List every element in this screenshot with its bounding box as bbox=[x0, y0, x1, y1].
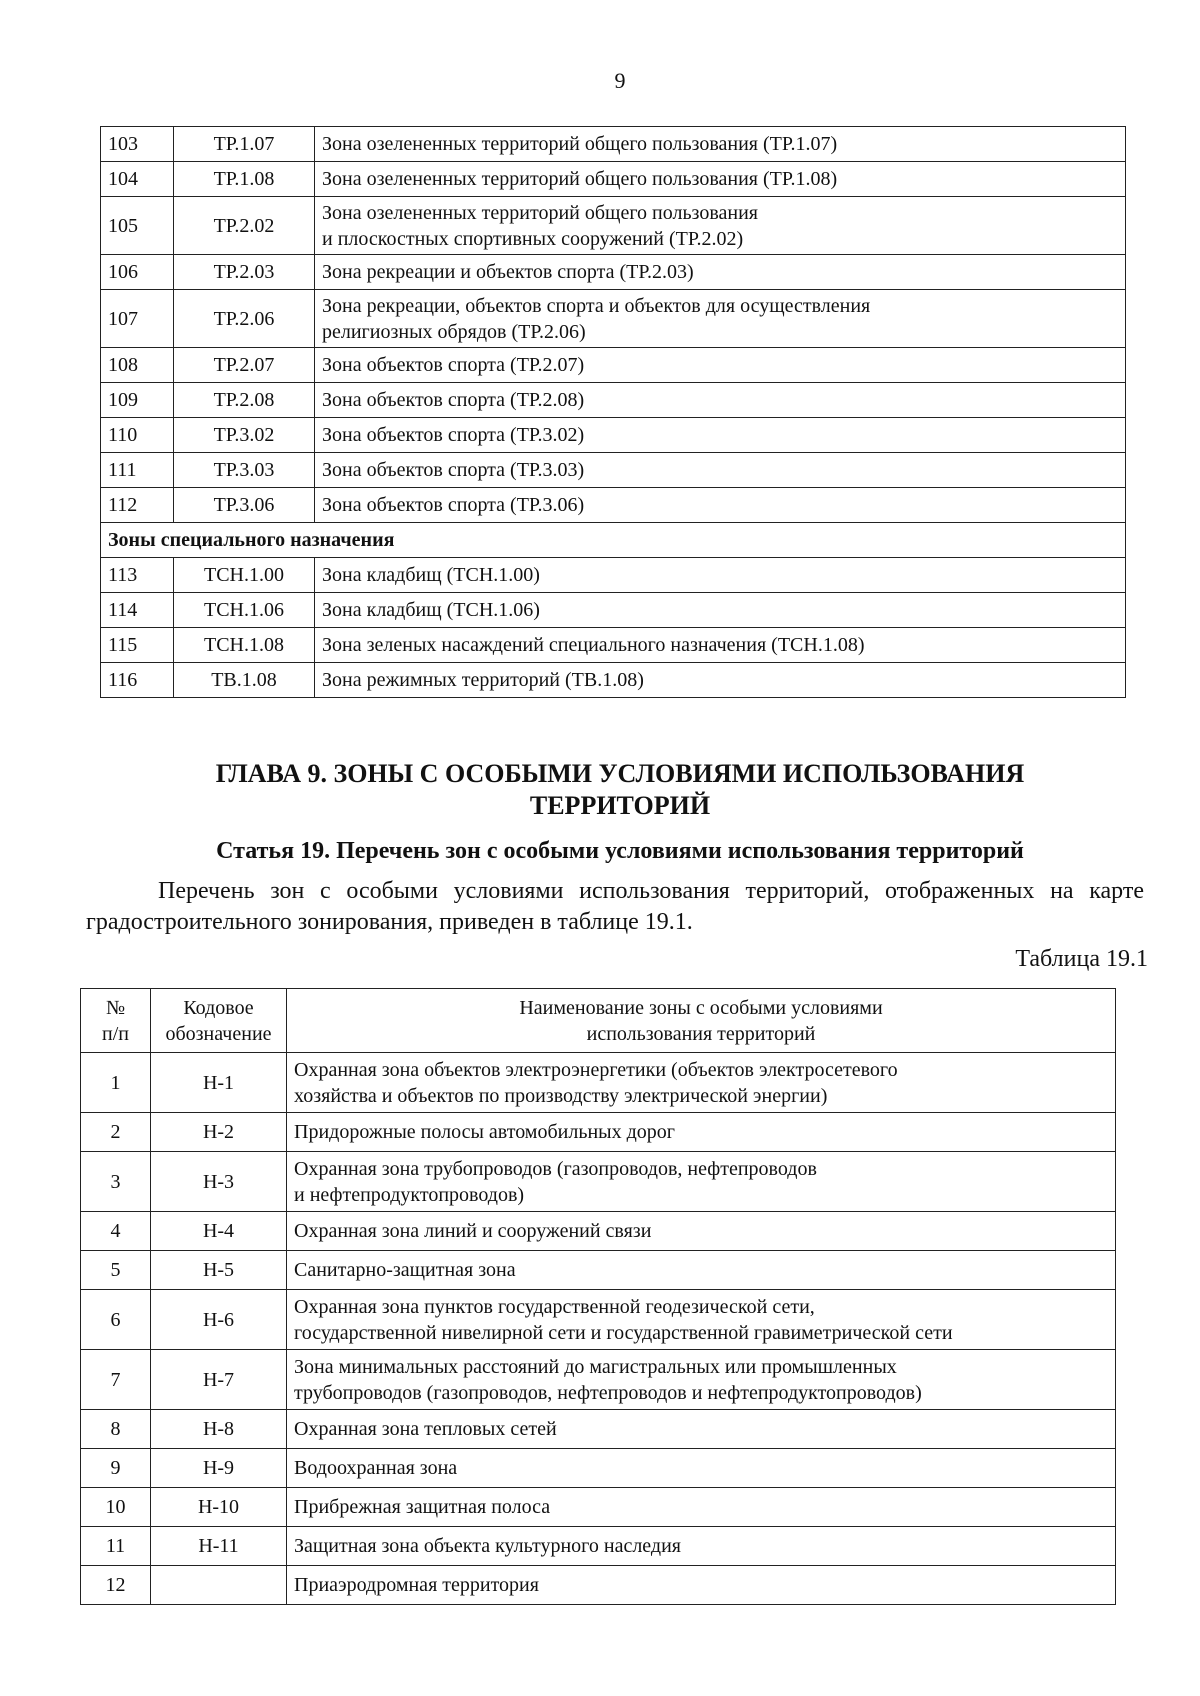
row-number: 11 bbox=[81, 1527, 151, 1566]
section-label: Зоны специального назначения bbox=[101, 523, 1126, 558]
zone-name: Зона объектов спорта (ТР.2.08) bbox=[315, 383, 1126, 418]
table-row bbox=[81, 1152, 1116, 1212]
row-number: 7 bbox=[81, 1350, 151, 1410]
zone-name: Зона объектов спорта (ТР.3.06) bbox=[315, 488, 1126, 523]
special-zones-table bbox=[80, 988, 1116, 1605]
table-row bbox=[81, 1212, 1116, 1251]
zone-code: ТСН.1.00 bbox=[174, 558, 315, 593]
zone-name: Зона режимных территорий (ТВ.1.08) bbox=[315, 663, 1126, 698]
zone-name: Охранная зона тепловых сетей bbox=[287, 1410, 1116, 1449]
row-number: 8 bbox=[81, 1410, 151, 1449]
intro-paragraph: Перечень зон с особыми условиями использования территорий, отображенных на карте градостроительного зонирования, приведен в таблице 19.1. bbox=[86, 878, 1144, 935]
row-number: 10 bbox=[81, 1488, 151, 1527]
table-row bbox=[81, 1113, 1116, 1152]
row-number: 115 bbox=[101, 628, 174, 663]
zone-name: Зона озелененных территорий общего пользования (ТР.1.08) bbox=[315, 162, 1126, 197]
table-row bbox=[101, 197, 1126, 255]
zone-code: ТР.3.03 bbox=[174, 453, 315, 488]
zone-name: Охранная зона трубопроводов (газопроводов, нефтепроводов и нефтепродуктопроводов) bbox=[287, 1152, 1116, 1212]
row-number: 112 bbox=[101, 488, 174, 523]
row-number: 106 bbox=[101, 255, 174, 290]
table-row bbox=[101, 383, 1126, 418]
table-row bbox=[81, 1290, 1116, 1350]
page-number: 9 bbox=[614, 68, 626, 93]
table-row bbox=[81, 1251, 1116, 1290]
zone-name: Защитная зона объекта культурного наследия bbox=[287, 1527, 1116, 1566]
zone-name: Зона кладбищ (ТСН.1.06) bbox=[315, 593, 1126, 628]
table-row bbox=[81, 1566, 1116, 1605]
row-number: 104 bbox=[101, 162, 174, 197]
row-number: 1 bbox=[81, 1053, 151, 1113]
zone-code: Н-10 bbox=[151, 1488, 287, 1527]
zone-code: ТР.3.06 bbox=[174, 488, 315, 523]
row-number: 2 bbox=[81, 1113, 151, 1152]
article-title: Статья 19. Перечень зон с особыми условиями использования территорий bbox=[216, 838, 1024, 864]
table-row bbox=[81, 1449, 1116, 1488]
zone-name: Зона озелененных территорий общего пользования (ТР.1.07) bbox=[315, 127, 1126, 162]
chapter-title bbox=[150, 758, 1090, 822]
zones-continuation-table bbox=[100, 126, 1126, 698]
zone-name: Охранная зона пунктов государственной геодезической сети, государственной нивелирной сети и государственной гравиметрической сети bbox=[287, 1290, 1116, 1350]
zone-name: Придорожные полосы автомобильных дорог bbox=[287, 1113, 1116, 1152]
table-section-row bbox=[101, 523, 1126, 558]
row-number: 105 bbox=[101, 197, 174, 255]
table-row bbox=[101, 663, 1126, 698]
row-number: 12 bbox=[81, 1566, 151, 1605]
zone-code: ТР.3.02 bbox=[174, 418, 315, 453]
row-number: 107 bbox=[101, 290, 174, 348]
zone-code: ТСН.1.08 bbox=[174, 628, 315, 663]
zone-code: ТР.2.02 bbox=[174, 197, 315, 255]
zone-name: Санитарно-защитная зона bbox=[287, 1251, 1116, 1290]
zone-code: ТР.2.07 bbox=[174, 348, 315, 383]
zone-name: Зона зеленых насаждений специального назначения (ТСН.1.08) bbox=[315, 628, 1126, 663]
table-row bbox=[81, 1350, 1116, 1410]
table-row bbox=[81, 1527, 1116, 1566]
zone-name: Зона объектов спорта (ТР.3.03) bbox=[315, 453, 1126, 488]
zone-code: Н-8 bbox=[151, 1410, 287, 1449]
row-number: 6 bbox=[81, 1290, 151, 1350]
row-number: 9 bbox=[81, 1449, 151, 1488]
header-code: Кодовое обозначение bbox=[151, 989, 287, 1053]
table-row bbox=[81, 1488, 1116, 1527]
row-number: 108 bbox=[101, 348, 174, 383]
table-row bbox=[101, 628, 1126, 663]
zone-name: Охранная зона объектов электроэнергетики (объектов электросетевого хозяйства и объектов по производству электрической энергии) bbox=[287, 1053, 1116, 1113]
table-row bbox=[101, 418, 1126, 453]
table-row bbox=[101, 558, 1126, 593]
row-number: 3 bbox=[81, 1152, 151, 1212]
table-caption: Таблица 19.1 bbox=[1015, 946, 1148, 972]
zone-code: ТР.2.03 bbox=[174, 255, 315, 290]
zone-name: Зона рекреации и объектов спорта (ТР.2.03) bbox=[315, 255, 1126, 290]
row-number: 113 bbox=[101, 558, 174, 593]
zone-name: Зона озелененных территорий общего пользования и плоскостных спортивных сооружений (ТР.2.02) bbox=[315, 197, 1126, 255]
row-number: 114 bbox=[101, 593, 174, 628]
zone-name: Зона кладбищ (ТСН.1.00) bbox=[315, 558, 1126, 593]
zone-name: Зона объектов спорта (ТР.2.07) bbox=[315, 348, 1126, 383]
row-number: 5 bbox=[81, 1251, 151, 1290]
zone-name: Прибрежная защитная полоса bbox=[287, 1488, 1116, 1527]
zone-code: Н-1 bbox=[151, 1053, 287, 1113]
row-number: 110 bbox=[101, 418, 174, 453]
header-num: № п/п bbox=[81, 989, 151, 1053]
zone-code: ТР.1.07 bbox=[174, 127, 315, 162]
zone-code: ТР.2.06 bbox=[174, 290, 315, 348]
zone-code: ТВ.1.08 bbox=[174, 663, 315, 698]
table-row bbox=[101, 348, 1126, 383]
zone-code: Н-7 bbox=[151, 1350, 287, 1410]
zone-name: Приаэродромная территория bbox=[287, 1566, 1116, 1605]
row-number: 103 bbox=[101, 127, 174, 162]
row-number: 109 bbox=[101, 383, 174, 418]
table-row bbox=[101, 255, 1126, 290]
zone-code: ТР.2.08 bbox=[174, 383, 315, 418]
zone-code: Н-6 bbox=[151, 1290, 287, 1350]
table-row bbox=[101, 127, 1126, 162]
table-row bbox=[101, 290, 1126, 348]
zone-code: ТСН.1.06 bbox=[174, 593, 315, 628]
zone-name: Зона объектов спорта (ТР.3.02) bbox=[315, 418, 1126, 453]
zone-code bbox=[151, 1566, 287, 1605]
zone-code: Н-4 bbox=[151, 1212, 287, 1251]
zone-name: Зона минимальных расстояний до магистральных или промышленных трубопроводов (газопроводов, нефтепроводов и нефтепродуктопроводов) bbox=[287, 1350, 1116, 1410]
zone-code: Н-2 bbox=[151, 1113, 287, 1152]
zone-name: Охранная зона линий и сооружений связи bbox=[287, 1212, 1116, 1251]
table-row bbox=[101, 162, 1126, 197]
zone-code: Н-9 bbox=[151, 1449, 287, 1488]
chapter-title-text: ГЛАВА 9. ЗОНЫ С ОСОБЫМИ УСЛОВИЯМИ ИСПОЛЬЗОВАНИЯ ТЕРРИТОРИЙ bbox=[215, 759, 1025, 820]
zone-name: Зона рекреации, объектов спорта и объектов для осуществления религиозных обрядов (ТР.2.06) bbox=[315, 290, 1126, 348]
row-number: 116 bbox=[101, 663, 174, 698]
zone-code: ТР.1.08 bbox=[174, 162, 315, 197]
row-number: 111 bbox=[101, 453, 174, 488]
table-row bbox=[101, 488, 1126, 523]
table-row bbox=[101, 453, 1126, 488]
row-number: 4 bbox=[81, 1212, 151, 1251]
table-row bbox=[101, 593, 1126, 628]
zone-code: Н-11 bbox=[151, 1527, 287, 1566]
zone-name: Водоохранная зона bbox=[287, 1449, 1116, 1488]
zone-code: Н-5 bbox=[151, 1251, 287, 1290]
table-row bbox=[81, 1410, 1116, 1449]
header-name: Наименование зоны с особыми условиями использования территорий bbox=[287, 989, 1116, 1053]
zone-code: Н-3 bbox=[151, 1152, 287, 1212]
table-header-row bbox=[81, 989, 1116, 1053]
table-row bbox=[81, 1053, 1116, 1113]
